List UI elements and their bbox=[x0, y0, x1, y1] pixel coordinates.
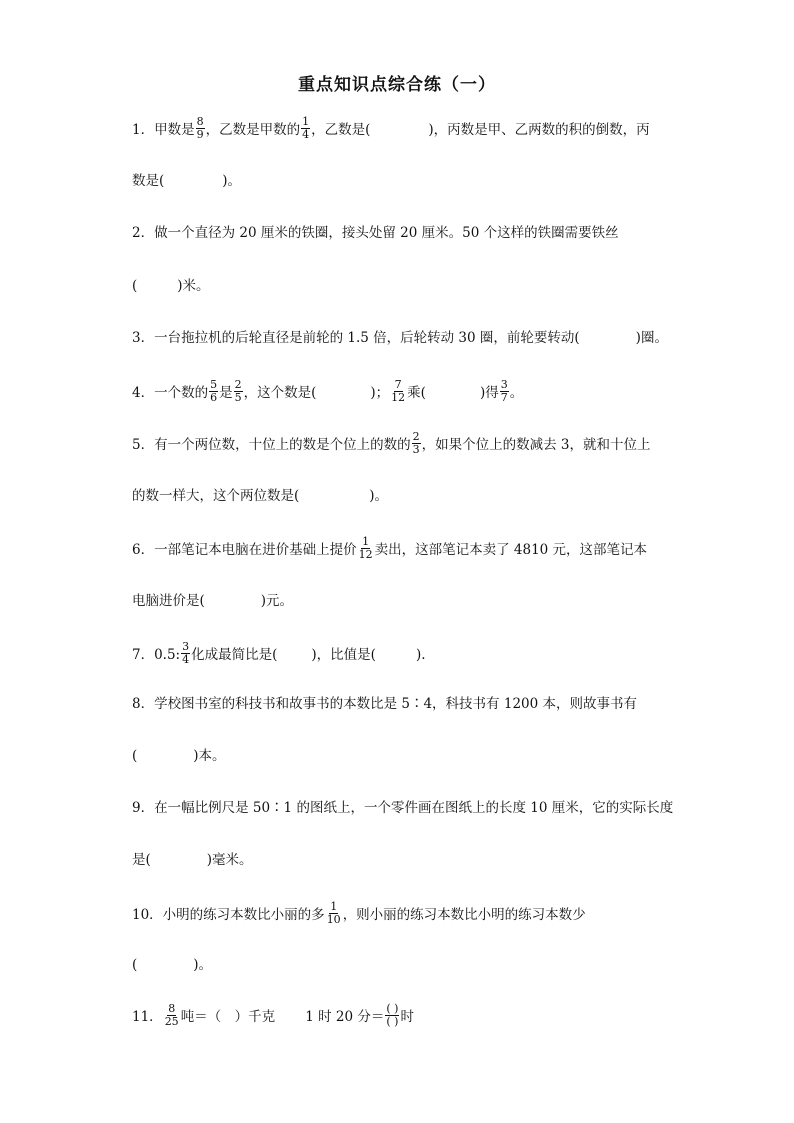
fraction: $\frac{5}{6}$ bbox=[210, 378, 218, 404]
fraction: $\frac{2}{3}$ bbox=[412, 430, 420, 456]
question-5-line-1: 5．有一个两位数，十位上的数是个位上的数的 $\frac{2}{3}$ ，如果个位上的数减去 3，就和十位上 bbox=[132, 430, 651, 456]
question-6-line-1: 6．一部笔记本电脑在进价基础上提价 $\frac{1}{12}$ 卖出，这部笔记本卖了 4810 元，这部笔记本 bbox=[132, 535, 648, 561]
question-4-line-1: 4．一个数的 $\frac{5}{6}$ 是 $\frac{2}{5}$ ，这个数是( )； $\frac{7}{12}$ 乘( )得 $\frac{3}{7}$ 。 bbox=[132, 378, 524, 404]
fraction: $\frac{3}{7}$ bbox=[500, 378, 508, 404]
question-6-line-2: 电脑进价是( )元。 bbox=[132, 593, 294, 609]
question-10-line-1: 10．小明的练习本数比小丽的多 $\frac{1}{10}$ ，则小丽的练习本数比小明的练习本数少 bbox=[132, 900, 586, 926]
question-5-line-2: 的数一样大，这个两位数是( )。 bbox=[132, 488, 389, 504]
page-title: 重点知识点综合练（一） bbox=[298, 75, 496, 95]
fraction: $\frac{2}{5}$ bbox=[234, 378, 242, 404]
question-2-line-1: 2．做一个直径为 20 厘米的铁圈，接头处留 20 厘米。50 个这样的铁圈需要铁丝 bbox=[132, 225, 619, 241]
fraction: $\frac{8}{9}$ bbox=[196, 115, 204, 141]
question-9-line-2: 是( )毫米。 bbox=[132, 852, 253, 868]
fraction: $\frac{( )}{( )}$ bbox=[386, 1002, 399, 1028]
fraction: $\frac{1}{4}$ bbox=[302, 115, 310, 141]
question-3-line-1: 3．一台拖拉机的后轮直径是前轮的 1.5 倍，后轮转动 30 圈，前轮要转动( )圈。 bbox=[132, 330, 668, 346]
question-7-line-1: 7．0.5: $\frac{3}{4}$ 化成最简比是( )，比值是( ). bbox=[132, 640, 426, 666]
question-8-line-2: ( )本。 bbox=[132, 748, 226, 764]
question-11-line-1: 11． $\frac{8}{25}$ 吨＝（ ）千克 1 时 20 分＝ $\frac{( )}{( )}$ 时 bbox=[132, 1002, 414, 1028]
question-1-line-1: 1．甲数是 $\frac{8}{9}$ ，乙数是甲数的 $\frac{1}{4}$ ，乙数是( )，丙数是甲、乙两数的积的倒数，丙 bbox=[132, 115, 650, 141]
fraction: $\frac{1}{12}$ bbox=[358, 535, 373, 561]
question-2-line-2: ( )米。 bbox=[132, 278, 210, 294]
question-9-line-1: 9．在一幅比例尺是 50∶1 的图纸上，一个零件画在图纸上的长度 10 厘米，它的实际长度 bbox=[132, 800, 674, 816]
fraction: $\frac{1}{10}$ bbox=[326, 900, 341, 926]
fraction: $\frac{7}{12}$ bbox=[391, 378, 406, 404]
question-1-line-2: 数是( )。 bbox=[132, 173, 242, 189]
question-10-line-2: ( )。 bbox=[132, 957, 213, 973]
question-8-line-1: 8．学校图书室的科技书和故事书的本数比是 5∶4，科技书有 1200 本，则故事书有 bbox=[132, 696, 637, 712]
fraction: $\frac{3}{4}$ bbox=[182, 640, 190, 666]
fraction: $\frac{8}{25}$ bbox=[164, 1002, 179, 1028]
